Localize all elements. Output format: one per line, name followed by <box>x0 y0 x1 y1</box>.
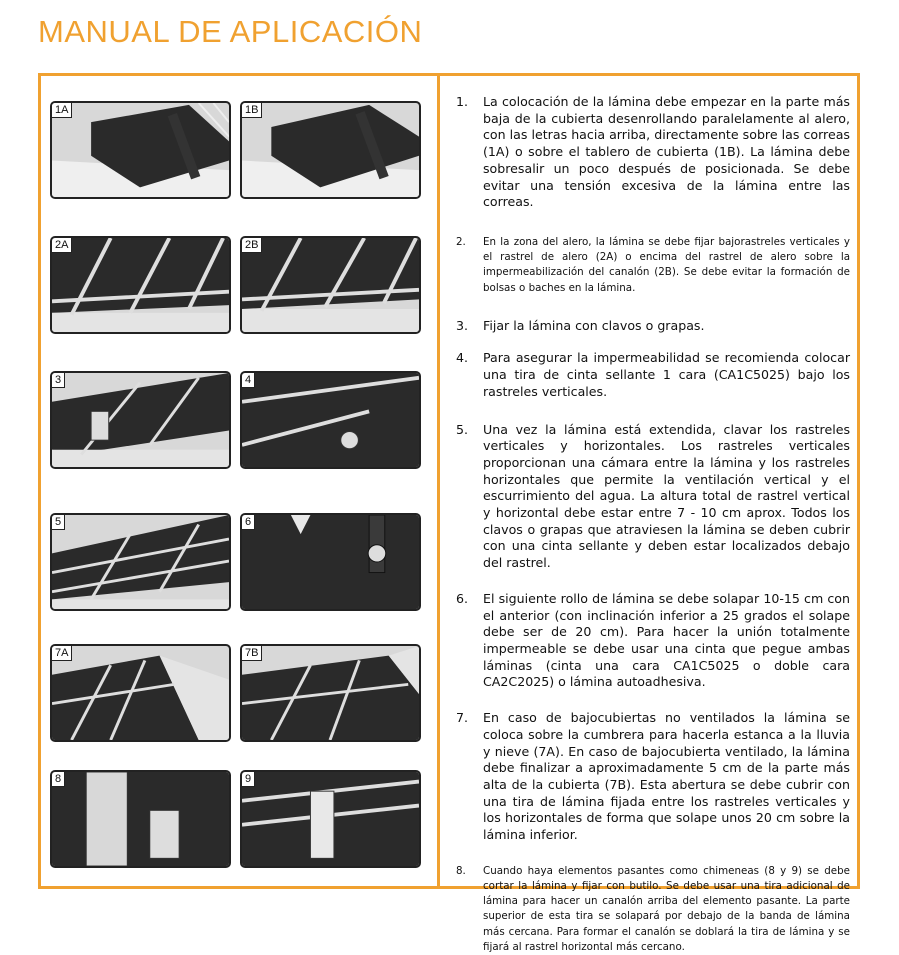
panel-6 <box>240 513 421 611</box>
step-text: En la zona del alero, la lámina se debe fijar bajorastreles verticales y el rastrel de alero (2A) o encima del rastrel de alero sobre la impermeabilización del canalón (2B). Se debe evitar la formación de bolsas o baches en la lámina. <box>483 235 850 294</box>
step-number: 7. <box>456 710 469 726</box>
panel-7b <box>240 644 421 742</box>
step-text: El siguiente rollo de lámina se debe solapar 10-15 cm con el anterior (con inclinación inferior a 25 grados el solape debe ser de 20 cm). Para hacer la unión totalmente impermeable se debe usar una cinta que pegue ambas láminas (cinta una cara CA1C5025 o doble cara CA2C2025) o lámina autoadhesiva. <box>483 590 850 690</box>
fixing-staples-illustration <box>52 373 229 467</box>
panel-2b <box>240 236 421 334</box>
panel-label: 6 <box>242 515 255 530</box>
panel-label: 1A <box>52 103 72 118</box>
panel-1a <box>50 101 231 199</box>
panel-label: 8 <box>52 772 65 787</box>
column-divider <box>437 73 440 889</box>
panel-label: 5 <box>52 515 65 530</box>
pipe-penetration-illustration <box>242 772 419 866</box>
panel-label: 9 <box>242 772 255 787</box>
step-text: Una vez la lámina está extendida, clavar los rastreles verticales y horizontales. Los rastreles verticales proporcionan una cámara entre la lámina y los rastreles horizontales que permite la ventilación vertical y el escurrimiento del agua. La altura total de rastrel vertical y horizontal debe estar entre 7 - 10 cm aprox. Todos los clavos o grapas que atraviesen la lámina se deben cubrir con una cinta sellante y deben estar localizados debajo del rastrel. <box>483 421 850 571</box>
step-7 <box>456 710 850 844</box>
step-number: 6. <box>456 590 469 606</box>
eave-gutter-illustration <box>242 238 419 332</box>
step-text: Fijar la lámina con clavos o grapas. <box>483 317 705 333</box>
step-1 <box>456 94 850 211</box>
panel-4 <box>240 371 421 469</box>
panel-label: 4 <box>242 373 255 388</box>
step-8 <box>456 864 850 955</box>
instruction-list <box>456 94 850 955</box>
step-4 <box>456 350 850 400</box>
eave-battens-illustration <box>52 238 229 332</box>
step-number: 1. <box>456 94 469 109</box>
ridge-ventilated-illustration <box>242 646 419 740</box>
panel-label: 1B <box>242 103 262 118</box>
panel-8 <box>50 770 231 868</box>
panel-1b <box>240 101 421 199</box>
panel-9 <box>240 770 421 868</box>
membrane-unroll-deck-illustration <box>242 103 419 197</box>
panel-2a <box>50 236 231 334</box>
step-6 <box>456 591 850 691</box>
panel-label: 7A <box>52 646 72 661</box>
step-5 <box>456 422 850 572</box>
panel-7a <box>50 644 231 742</box>
step-2 <box>456 235 850 296</box>
step-text: En caso de bajocubiertas no ventilados la lámina se coloca sobre la cumbrera para hacerla estanca a la lluvia y nieve (7A). En caso de bajocubierta ventilado, la lámina debe finalizar a aproximadamente 5 cm de la parte más alta de la cubierta (7B). Esta abertura se debe cubrir con una tira de lámina fijada entre los rastreles verticales y los horizontales de forma que solape unos 20 cm sobre la lámina inferior. <box>483 710 850 843</box>
membrane-unroll-rafters-illustration <box>52 103 229 197</box>
sealing-tape-illustration <box>242 373 419 467</box>
battens-nailing-illustration <box>52 515 229 609</box>
panel-5 <box>50 513 231 611</box>
panel-label: 2A <box>52 238 72 253</box>
step-number: 8. <box>456 864 466 877</box>
panel-label: 2B <box>242 238 262 253</box>
panel-3 <box>50 371 231 469</box>
step-text: La colocación de la lámina debe empezar en la parte más baja de la cubierta desenrollando paralelamente al alero, con las letras hacia arriba, directamente sobre las correas (1A) o sobre el tablero de cubierta (1B). La lámina debe sobresalir un poco después de posicionada. Se debe evitar una tensión excesiva de la lámina entre las correas. <box>483 94 850 210</box>
step-text: Para asegurar la impermeabilidad se recomienda colocar una tira de cinta sellante 1 cara (CA1C5025) bajo los rastreles verticales. <box>483 350 850 399</box>
panel-label: 3 <box>52 373 65 388</box>
overlap-roll-illustration <box>242 515 419 609</box>
step-text: Cuando haya elementos pasantes como chimeneas (8 y 9) se debe cortar la lámina y fijar con butilo. Se debe usar una tira adicional de lámina para hacer un canalón arriba del elemento pasante. La parte superior de esta tira se solapará por debajo de la banda de lámina más cercana. Para formar el canalón se doblará la tira de lámina y se fijará al rastrel horizontal más cercano. <box>483 864 850 953</box>
step-3 <box>456 318 850 335</box>
step-number: 3. <box>456 317 469 333</box>
step-number: 4. <box>456 350 469 366</box>
page-title: MANUAL DE APLICACIÓN <box>38 14 423 49</box>
panel-label: 7B <box>242 646 262 661</box>
step-number: 5. <box>456 421 469 437</box>
ridge-unventilated-illustration <box>52 646 229 740</box>
chimney-illustration <box>52 772 229 866</box>
step-number: 2. <box>456 235 466 248</box>
